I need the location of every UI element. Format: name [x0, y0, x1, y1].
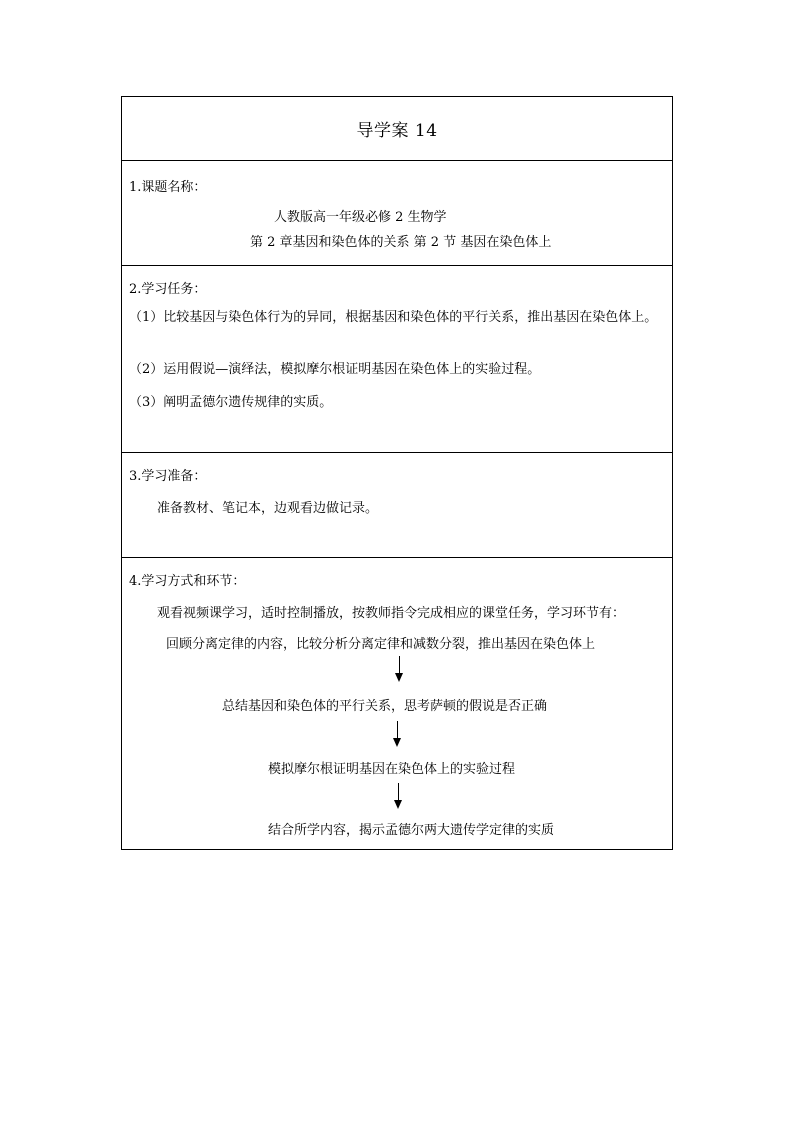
arrow-down-icon [392, 721, 404, 747]
lesson-plan-table [121, 96, 673, 850]
task-item-2: （2）运用假说—演绎法，模拟摩尔根证明基因在染色体上的实验过程。 [129, 362, 541, 377]
step-4: 结合所学内容，揭示孟德尔两大遗传学定律的实质 [268, 823, 555, 838]
section-preparation-heading: 3.学习准备： [129, 469, 207, 484]
page-title: 导学案 14 [356, 121, 438, 141]
section-topic-heading: 1.课题名称： [129, 180, 207, 195]
preparation-text: 准备教材、笔记本，边观看边做记录。 [157, 501, 379, 516]
step-1: 回顾分离定律的内容，比较分析分离定律和减数分裂，推出基因在染色体上 [166, 637, 596, 652]
chapter-name: 第 2 章基因和染色体的关系 第 2 节 基因在染色体上 [250, 235, 552, 250]
section-method-heading: 4.学习方式和环节： [129, 574, 246, 589]
arrow-down-icon [394, 656, 406, 682]
course-name: 人教版高一年级必修 2 生物学 [274, 210, 447, 225]
step-2: 总结基因和染色体的平行关系，思考萨顿的假说是否正确 [222, 699, 548, 714]
step-3: 模拟摩尔根证明基因在染色体上的实验过程 [268, 762, 516, 777]
method-intro: 观看视频课学习，适时控制播放，按教师指令完成相应的课堂任务，学习环节有： [157, 606, 626, 621]
section-tasks-heading: 2.学习任务： [129, 282, 207, 297]
title-row [122, 97, 672, 160]
task-item-1: （1）比较基因与染色体行为的异同，根据基因和染色体的平行关系，推出基因在染色体上。 [129, 310, 658, 325]
section-method [122, 557, 672, 849]
section-preparation [122, 452, 672, 557]
arrow-down-icon [393, 783, 405, 809]
section-topic [122, 160, 672, 265]
task-item-3: （3）阐明孟德尔遗传规律的实质。 [129, 395, 333, 410]
section-tasks [122, 265, 672, 452]
